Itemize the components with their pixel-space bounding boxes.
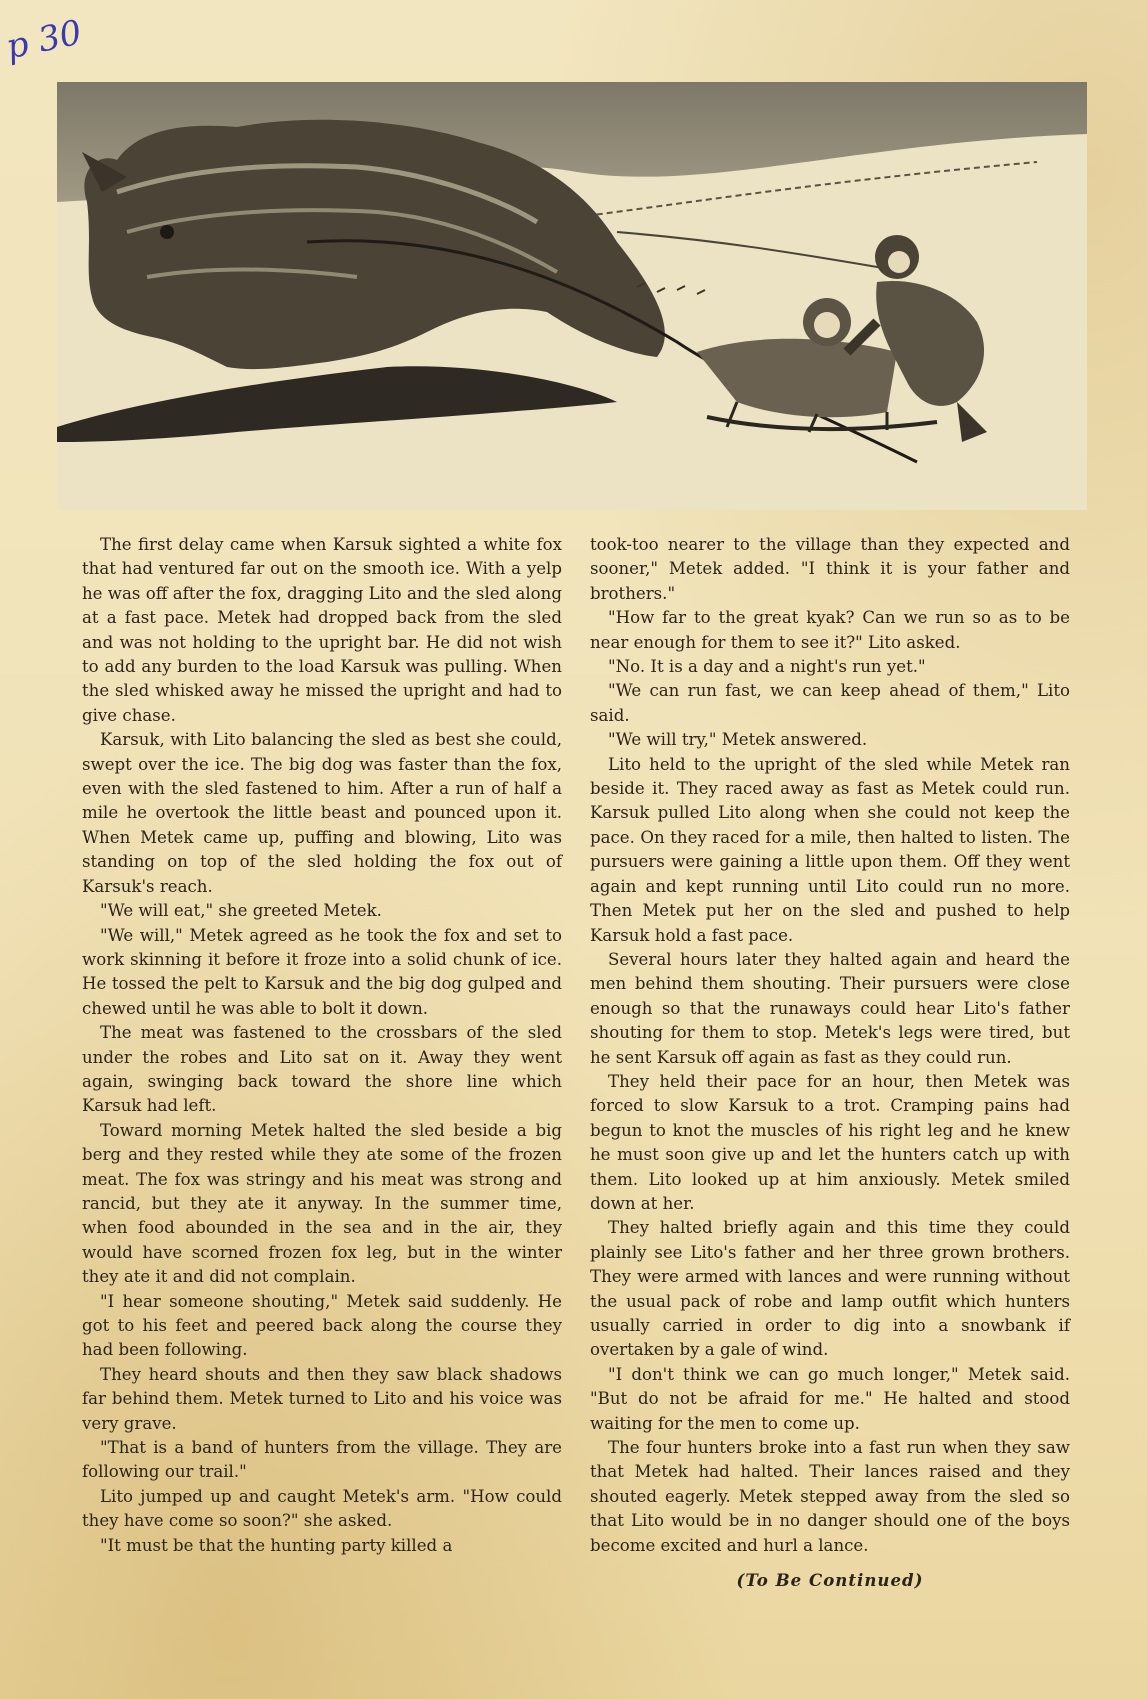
paragraph: "It must be that the hunting party killed a — [100, 1535, 453, 1555]
paragraph: Several hours later they halted again and heard the men behind them shouting. Their pursuers were close enough so that the runaways could hear Lito's father shouting for them to stop. Metek's legs were tired, but he sent Karsuk off again as fast as they could run. — [590, 949, 1070, 1067]
handwritten-page-mark: p 30 — [2, 12, 86, 68]
dog-eye — [160, 225, 174, 239]
paragraph: "We can run fast, we can keep ahead of them," Lito said. — [590, 681, 1070, 725]
paragraph: "No. It is a day and a night's run yet." — [608, 657, 926, 677]
paragraph: The first delay came when Karsuk sighted a white fox that had ventured far out on the smooth ice. With a yelp he was off after the fox, dragging Lito and the sled along at a fast pace. Metek had dropped back from the sled and was not holding to the upright bar. He did not wish to add any burden to the load Karsuk was pulling. When the sled whisked away he missed the upright and had to give chase. — [82, 535, 562, 725]
paragraph: Lito held to the upright of the sled while Metek ran beside it. They raced away as fast as Metek could run. Karsuk pulled Lito along when she could not keep the pace. On they raced for a mile, then halted to listen. The pursuers were gaining a little upon them. Off they went again and kept running until Lito could run no more. Then Metek put her on the sled and pushed to help Karsuk hold a fast pace. — [590, 754, 1070, 945]
paragraph: Lito jumped up and caught Metek's arm. "How could they have come so soon?" she asked. — [82, 1486, 562, 1531]
paragraph: Toward morning Metek halted the sled beside a big berg and they rested while they ate some of the frozen meat. The fox was stringy and his meat was strong and rancid, but they ate it anyway. In the summer time, when food abounded in the sea and in the air, they would have scorned frozen fox leg, but in the winter they ate it and did not complain. — [82, 1120, 562, 1287]
paragraph: "I don't think we can go much longer," Metek said. "But do not be afraid for me." He halted and stood waiting for the men to come up. — [590, 1364, 1070, 1433]
to-be-continued-note: (To Be Continued) — [736, 1570, 924, 1591]
paragraph: They halted briefly again and this time they could plainly see Lito's father and her three grown brothers. They were armed with lances and were running without the usual pack of robe and lamp outfit which hunters usually carried in order to dig into a snowbank if overtaken by a gale of wind. — [590, 1218, 1070, 1360]
paragraph: They held their pace for an hour, then Metek was forced to slow Karsuk to a trot. Cramping pains had begun to knot the muscles of his right leg and he knew he must soon give up and let the hunters catch up with them. Lito looked up at him anxiously. Metek smiled down at her. — [590, 1071, 1070, 1213]
paragraph: "How far to the great kyak? Can we run so as to be near enough for them to see it?" Lito asked. — [590, 608, 1070, 652]
paragraph-continuation: took-too nearer to the village than they expected and sooner," Metek added. "I think it is your father and brothers." — [590, 535, 1070, 603]
paragraph: "We will try," Metek answered. — [608, 730, 868, 750]
left-text-column — [82, 533, 562, 1558]
paragraph: "I hear someone shouting," Metek said suddenly. He got to his feet and peered back along the course they had been following. — [82, 1291, 562, 1360]
paragraph: "We will eat," she greeted Metek. — [100, 901, 382, 921]
paragraph: Karsuk, with Lito balancing the sled as best she could, swept over the ice. The big dog was faster than the fox, even with the sled fastened to him. After a run of half a mile he overtook the little beast and pounced upon it. When Metek came up, puffing and blowing, Lito was standing on top of the sled holding the fox out of Karsuk's reach. — [82, 730, 562, 896]
right-text-column — [590, 533, 1070, 1592]
paragraph: "That is a band of hunters from the village. They are following our trail." — [82, 1438, 562, 1482]
dog-sled-illustration — [57, 82, 1087, 510]
paragraph: They heard shouts and then they saw black shadows far behind them. Metek turned to Lito and his voice was very grave. — [82, 1364, 562, 1433]
paragraph: "We will," Metek agreed as he took the fox and set to work skinning it before it froze into a solid chunk of ice. He tossed the pelt to Karsuk and the big dog gulped and chewed until he was able to bolt it down. — [82, 925, 562, 1018]
paragraph: The four hunters broke into a fast run when they saw that Metek had halted. Their lances raised and they shouted eagerly. Metek stepped away from the sled so that Lito would be in no danger should one of the boys become excited and hurl a lance. — [590, 1438, 1070, 1555]
paragraph: The meat was fastened to the crossbars of the sled under the robes and Lito sat on it. Away they went again, swinging back toward the shore line which Karsuk had left. — [82, 1023, 562, 1116]
